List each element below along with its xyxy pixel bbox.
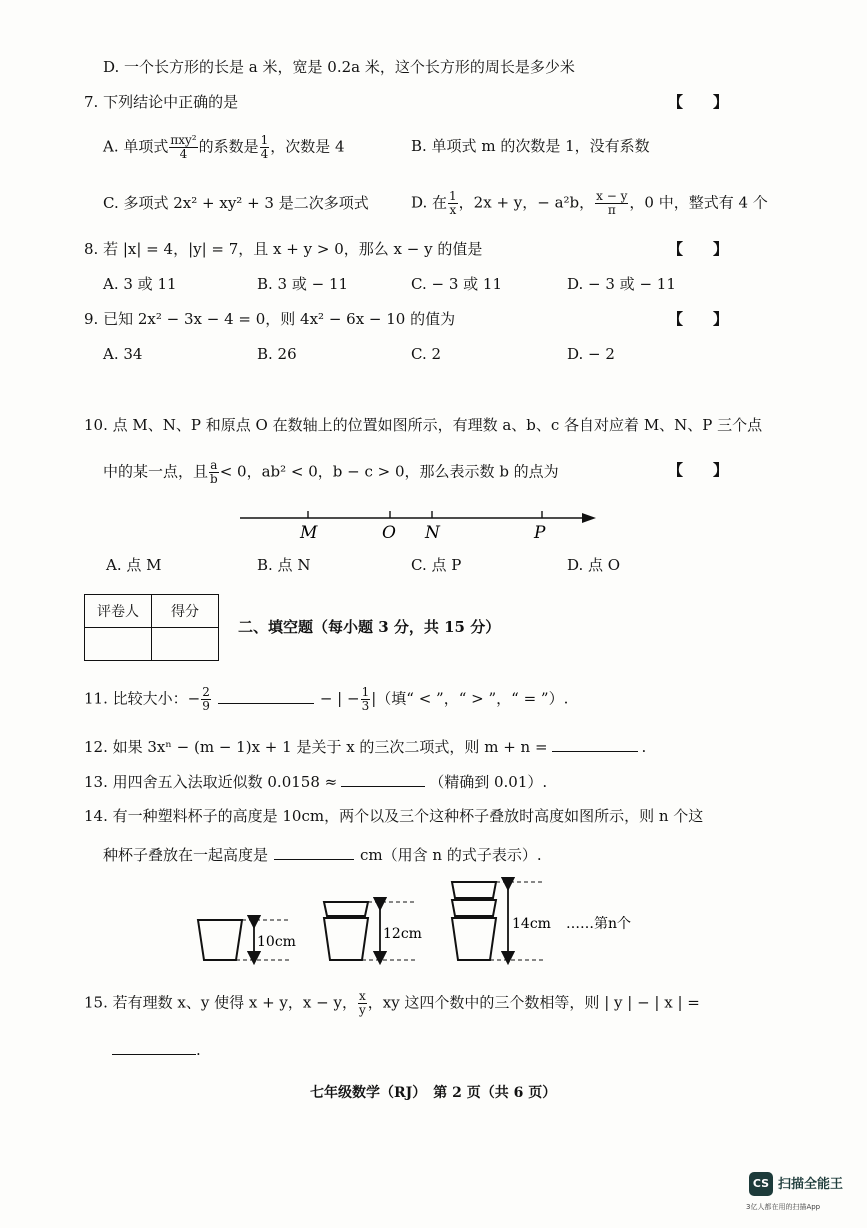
cup-stack-2 bbox=[324, 902, 422, 960]
cup-icon bbox=[452, 882, 496, 898]
q14-line1: 14. 有一种塑料杯子的高度是 10cm，两个以及三个这种杯子叠放时高度如图所示，则 n 个这 bbox=[84, 807, 704, 825]
q10-option-b: B. 点 N bbox=[257, 556, 311, 574]
stacked-cups-figure bbox=[190, 870, 650, 970]
q7-stem: 7. 下列结论中正确的是 bbox=[84, 93, 239, 111]
fraction: $\frac{2}{9}$ bbox=[202, 685, 210, 713]
page-footer: 七年级数学（RJ） 第 2 页（共 6 页） bbox=[310, 1085, 557, 1101]
fraction: $\frac{x - y}{\pi}$ bbox=[596, 189, 628, 217]
height-label-2: 12cm bbox=[383, 926, 422, 942]
camscanner-logo: CS bbox=[749, 1172, 773, 1196]
fraction: $\frac{1}{x}$ bbox=[449, 189, 457, 217]
q8-option-c: C. − 3 或 11 bbox=[411, 275, 502, 293]
q14-line2: 种杯子叠放在一起高度是 cm（用含 n 的式子表示）. bbox=[103, 843, 542, 866]
q15-answer-line: . bbox=[112, 1038, 201, 1061]
q12: 12. 如果 3xⁿ − (m − 1)x + 1 是关于 x 的三次二项式，则 m + n = . bbox=[84, 735, 646, 758]
cup-icon bbox=[198, 920, 242, 960]
q8-answer-bracket: 【 】 bbox=[668, 240, 729, 258]
q15-answer-blank[interactable] bbox=[112, 1038, 196, 1055]
height-label-1: 10cm bbox=[257, 934, 296, 950]
reviewer-cell[interactable] bbox=[85, 628, 152, 661]
camscanner-name: 扫描全能王 bbox=[778, 1177, 844, 1192]
label-o: O bbox=[382, 523, 396, 543]
cup-icon bbox=[324, 918, 368, 960]
q7-option-a: A. 单项式 $\frac{\text{πxy²}}{4}$ 的系数是 $\frac{1}{4}$ ，次数是 4 bbox=[103, 133, 345, 161]
camscanner-slogan: 3亿人都在用的扫描App bbox=[746, 1203, 821, 1211]
q8-stem: 8. 若 |x| = 4，|y| = 7，且 x + y > 0，那么 x − y 的值是 bbox=[84, 240, 483, 258]
q7-option-b: B. 单项式 m 的次数是 1，没有系数 bbox=[411, 137, 650, 155]
q9-stem: 9. 已知 2x² − 3x − 4 = 0，则 4x² − 6x − 10 的值为 bbox=[84, 310, 456, 328]
q10-option-d: D. 点 O bbox=[567, 556, 621, 574]
q7-option-d: D. 在 $\frac{1}{x}$ ，2x + y，− a²b， $\frac{x - y}{\pi}$ ，0 中，整式有 4 个 bbox=[411, 189, 768, 217]
score-table bbox=[84, 594, 219, 661]
nth-cup-label: ……第n个 bbox=[566, 916, 632, 932]
score-header: 得分 bbox=[152, 595, 219, 628]
section-2-title: 二、填空题（每小题 3 分，共 15 分） bbox=[238, 618, 501, 636]
score-cell[interactable] bbox=[152, 628, 219, 661]
q11-answer-blank[interactable] bbox=[218, 687, 314, 704]
q9-option-a: A. 34 bbox=[103, 345, 143, 363]
q10-line1: 10. 点 M、N、P 和原点 O 在数轴上的位置如图所示，有理数 a、b、c 各自对应着 M、N、P 三个点 bbox=[84, 416, 763, 434]
label-n: N bbox=[425, 523, 440, 543]
q9-option-c: C. 2 bbox=[411, 345, 442, 363]
q6-option-d: D. 一个长方形的长是 a 米，宽是 0.2a 米，这个长方形的周长是多少米 bbox=[103, 58, 575, 76]
q10-answer-bracket: 【 】 bbox=[668, 461, 729, 479]
fraction: $\frac{1}{3}$ bbox=[361, 685, 370, 713]
q12-answer-blank[interactable] bbox=[552, 735, 638, 752]
q9-answer-bracket: 【 】 bbox=[668, 310, 729, 328]
reviewer-header: 评卷人 bbox=[85, 595, 152, 628]
q7-option-c: C. 多项式 2x² + xy² + 3 是二次多项式 bbox=[103, 194, 369, 212]
label-p: P bbox=[534, 523, 546, 543]
fraction: $\frac{\text{πxy²}}{4}$ bbox=[170, 133, 197, 161]
q7-answer-bracket: 【 】 bbox=[668, 93, 729, 111]
q10-line2: 中的某一点，且 $\frac{a}{b}$ < 0，ab² < 0，b − c > 0，那么表示数 b 的点为 bbox=[103, 458, 559, 486]
q8-option-b: B. 3 或 − 11 bbox=[257, 275, 349, 293]
fraction: $\frac{1}{4}$ bbox=[260, 133, 269, 161]
q11: 11. 比较大小：− $\frac{2}{9}$ − | − $\frac{1}{3}$ |（填“ < ”，“ > ”，“ = ”）. bbox=[84, 685, 569, 713]
fraction: $\frac{a}{b}$ bbox=[210, 458, 218, 486]
fraction: $\frac{x}{y}$ bbox=[358, 989, 366, 1017]
cup-stack-3 bbox=[452, 882, 551, 960]
q9-option-b: B. 26 bbox=[257, 345, 297, 363]
q14-answer-blank[interactable] bbox=[274, 843, 354, 860]
q9-option-d: D. − 2 bbox=[567, 345, 615, 363]
q10-option-a: A. 点 M bbox=[106, 556, 162, 574]
number-line-figure bbox=[230, 502, 610, 546]
q13-answer-blank[interactable] bbox=[341, 770, 425, 787]
q15: 15. 若有理数 x、y 使得 x + y，x − y， $\frac{x}{y}$ ，xy 这四个数中的三个数相等，则 | y | − | x | = bbox=[84, 989, 700, 1017]
arrow-head-icon bbox=[582, 513, 596, 523]
cup-icon bbox=[452, 900, 496, 916]
q13: 13. 用四舍五入法取近似数 0.0158 ≈ （精确到 0.01）. bbox=[84, 770, 547, 793]
q8-option-d: D. − 3 或 − 11 bbox=[567, 275, 676, 293]
label-m: M bbox=[300, 523, 318, 543]
cup-stack-1 bbox=[198, 920, 296, 960]
cup-icon bbox=[452, 918, 496, 960]
height-label-3: 14cm bbox=[512, 916, 551, 932]
q10-option-c: C. 点 P bbox=[411, 556, 462, 574]
q8-option-a: A. 3 或 11 bbox=[103, 275, 177, 293]
cup-icon bbox=[324, 902, 368, 916]
